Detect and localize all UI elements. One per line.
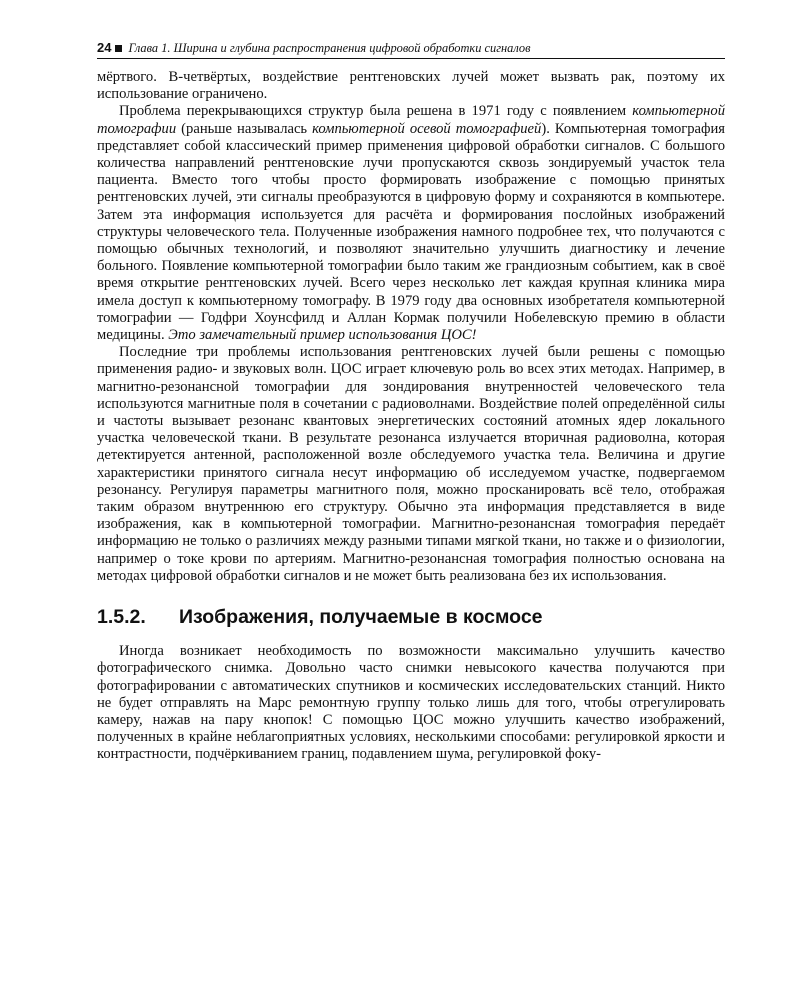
text-run: мёртвого. В-четвёртых, воздействие рентгеновских лучей может вызвать рак, поэтому их использование ограничено. [97, 69, 725, 103]
paragraph-mri [97, 344, 725, 585]
text-run: ). Компьютерная томография представляет собой классический пример применения цифровой обработки сигналов. С большого количества направлений рентгеновские лучи пропускаются сквозь зондируемый участок тела пациента. Вместо того чтобы просто формировать изображение с помощью принятых рентгеновских лучей, эти сигналы преобразуются в цифровую форму и сохраняются в компьютере. Затем эта информация используется для расчёта и формирования послойных изображений структуры человеческого тела. Полученные изображения намного подробнее тех, что получаются с помощью обычных технологий, и позволяют значительно улучшить диагностику и лечение больного. Появление компьютерной томографии было таким же грандиозным событием, как в своё время открытие рентгеновских лучей. Всего через несколько лет каждая крупная клиника мира имела доступ к компьютерному томографу. В 1979 году два основных изобретателя компьютерной томографии — Годфри Хоунсфилд и Аллан Кормак получили Нобелевскую премию в области медицины. [97, 120, 725, 344]
paragraph-continuation [97, 69, 725, 103]
page-number: 24 [97, 40, 112, 55]
chapter-title: Глава 1. Ширина и глубина распространения цифровой обработки сигналов [128, 41, 531, 55]
text-run: (раньше называлась [176, 120, 313, 137]
paragraph-computed-tomography [97, 103, 725, 344]
body-text [97, 69, 725, 764]
paragraph-space-images: Иногда возникает необходимость по возможности максимально улучшить качество фотографического снимка. Довольно часто снимки невысокого качества получаются при фотографировании с автоматических спутников и космических исследовательских станций. Никто не будет отправлять на Марс ремонтную группу только лишь для того, чтобы отрегулировать камеру, нажав на пару кнопок! С помощью ЦОС можно улучшить качество изображений, полученных в крайне неблагоприятных условиях, несколькими способами: регулировкой яркости и контрастности, подчёркиванием границ, подавлением шума, регулировкой фоку- [97, 643, 725, 763]
text-run: Последние три проблемы использования рентгеновских лучей были решены с помощью применения радио- и звуковых волн. ЦОС играет ключевую роль во всех этих методах. Например, в магнитно-резонансной томографии для зондирования внутренностей человеческого тела используются магнитные поля в сочетании с радиоволнами. Воздействие полей определённой силы и частоты вызывает резонанс квантовых энергетических состояний атомных ядер локального участка человеческой ткани. В результате резонанса излучается вторичная радиоволна, которая детектируется антенной, расположенной возле обследуемого участка тела. Величина и другие характеристики принятого сигнала несут информацию об исследуемом участке, подвергаемом резонансу. Регулируя параметры магнитного поля, можно просканировать всё тело, отображая таким образом внутреннюю его структуру. Обычно эта информация представляется в виде изображения, как в компьютерной томографии. Магнитно-резонансная томография передаёт информацию не только о различиях между разными типами мягкой ткани, но также и о физиологии, например о токе крови по артериям. Магнитно-резонансная томография полностью основана на методах цифровой обработки сигналов и не может быть реализована без их использования. [97, 344, 725, 584]
square-bullet-icon [115, 45, 122, 52]
book-page [97, 40, 725, 764]
running-head [97, 40, 725, 59]
section-number: 1.5.2. [97, 606, 146, 629]
italic-text-run: компьютерной томографии [97, 103, 725, 137]
italic-text-run: Это замечательный пример использования ЦОС! [168, 327, 477, 344]
italic-text-run: компьютерной осевой томографией [312, 120, 542, 137]
section-heading [97, 605, 725, 629]
text-run: Проблема перекрывающихся структур была решена в 1971 году с появлением [119, 103, 633, 120]
section-title: Изображения, получаемые в космосе [179, 606, 543, 629]
